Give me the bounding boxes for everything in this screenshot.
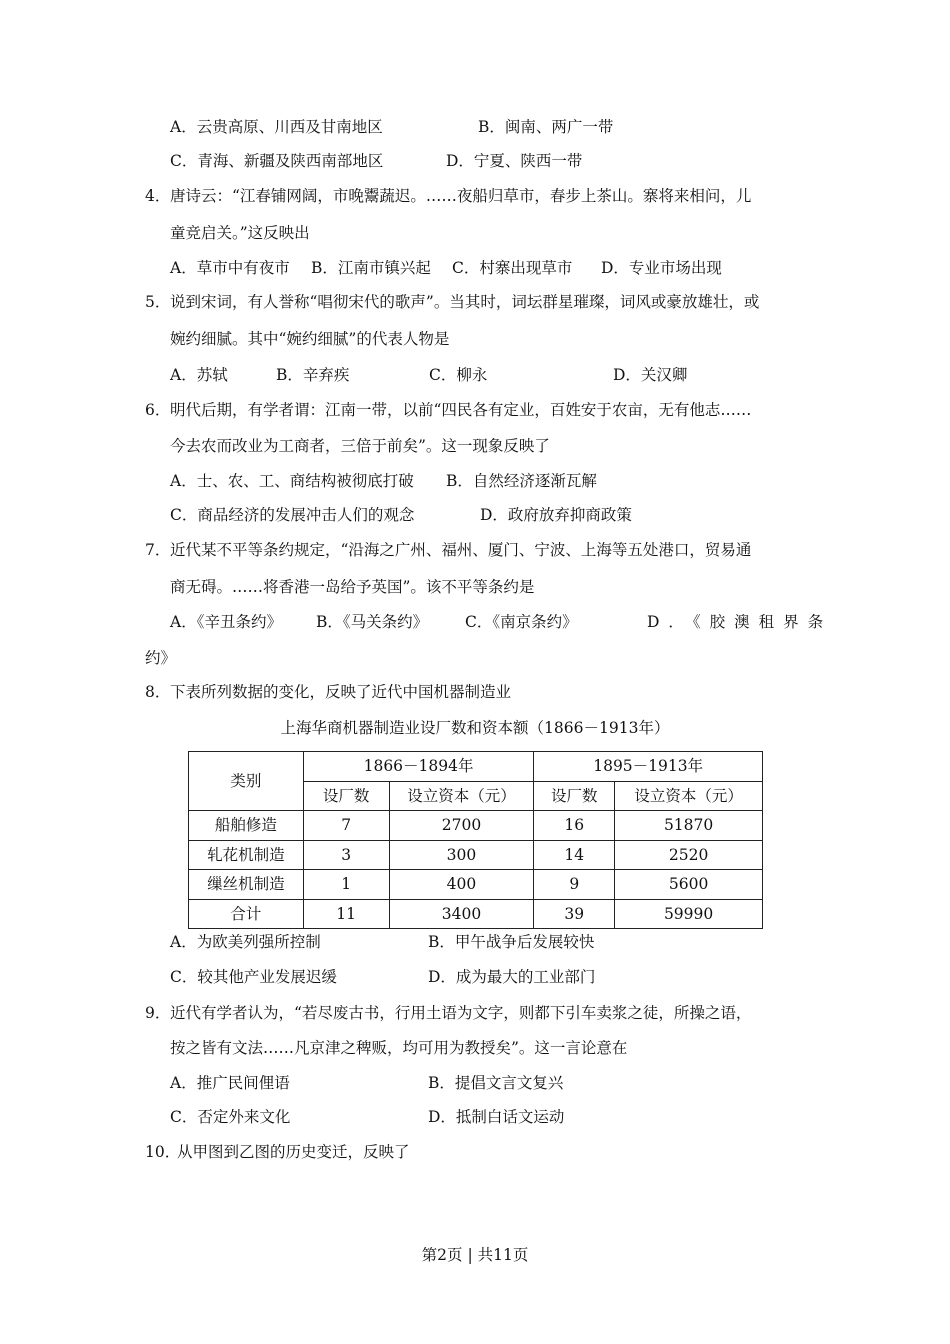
question-number: 5． [145, 293, 171, 311]
cell-value: 1 [303, 870, 389, 900]
option-a: A．推广民间俚语 [170, 1074, 290, 1092]
header-capital: 设立资本（元） [615, 781, 763, 811]
question-text: 下表所列数据的变化，反映了近代中国机器制造业 [170, 683, 512, 701]
option-b: B．自然经济逐渐瓦解 [446, 472, 597, 490]
option-c: C．青海、新疆及陕西南部地区 [170, 152, 384, 170]
option-b: B．提倡文言文复兴 [428, 1074, 564, 1092]
option-a: A．《辛丑条约》 [170, 613, 282, 631]
option-b: B．江南市镇兴起 [311, 259, 431, 277]
cell-category: 缫丝机制造 [189, 870, 304, 900]
table-row [189, 840, 763, 870]
cell-value: 9 [534, 870, 615, 900]
data-table [188, 751, 763, 929]
cell-category: 合计 [189, 899, 304, 929]
option-c: C．商品经济的发展冲击人们的观念 [170, 506, 415, 524]
table-row [189, 870, 763, 900]
table-caption: 上海华商机器制造业设厂数和资本额（1866－1913年） [280, 719, 670, 737]
question-text: 从甲图到乙图的历史变迁，反映了 [177, 1143, 410, 1161]
question-text: 童竞启关。”这反映出 [170, 224, 310, 242]
cell-value: 39 [534, 899, 615, 929]
option-b: B．闽南、两广一带 [478, 118, 614, 136]
cell-value: 2520 [615, 840, 763, 870]
page-footer: 第2页 | 共11页 [421, 1246, 529, 1264]
option-a: A．云贵高原、川西及甘南地区 [170, 118, 383, 136]
table-row [189, 811, 763, 841]
header-category: 类别 [189, 752, 304, 811]
question-text: 说到宋词，有人誉称“唱彻宋代的歌声”。当其时，词坛群星璀璨，词风或豪放雄壮，或 [170, 293, 760, 311]
cell-value: 7 [303, 811, 389, 841]
option-d: D．政府放弃抑商政策 [480, 506, 632, 524]
header-period-1: 1866－1894年 [303, 752, 534, 782]
question-number: 8． [145, 683, 171, 701]
question-text: 唐诗云：“江春铺网阔，市晚鬻蔬迟。……夜船归草市，春步上茶山。寨将来相问，儿 [170, 187, 752, 205]
question-text: 近代某不平等条约规定，“沿海之广州、福州、厦门、宁波、上海等五处港口，贸易通 [170, 541, 752, 559]
option-d: D．宁夏、陕西一带 [446, 152, 583, 170]
option-a: A．苏轼 [170, 366, 228, 384]
option-b: B．甲午战争后发展较快 [428, 933, 595, 951]
header-capital: 设立资本（元） [389, 781, 534, 811]
cell-value: 3 [303, 840, 389, 870]
header-count: 设厂数 [534, 781, 615, 811]
cell-value: 300 [389, 840, 534, 870]
option-a: A．为欧美列强所控制 [170, 933, 321, 951]
option-a: A．草市中有夜市 [170, 259, 290, 277]
option-b: B．《马关条约》 [316, 613, 429, 631]
option-d-continued: 约》 [145, 649, 177, 667]
option-d: D．成为最大的工业部门 [428, 968, 596, 986]
cell-value: 11 [303, 899, 389, 929]
option-c: C．柳永 [429, 366, 488, 384]
option-d: D．专业市场出现 [601, 259, 722, 277]
option-d: D．关汉卿 [613, 366, 688, 384]
option-c: C．《南京条约》 [465, 613, 578, 631]
question-text: 今去农而改业为工商者，三倍于前矣”。这一现象反映了 [170, 437, 550, 455]
cell-category: 轧花机制造 [189, 840, 304, 870]
cell-value: 3400 [389, 899, 534, 929]
question-text: 商无碍。……将香港一岛给予英国”。该不平等条约是 [170, 578, 535, 596]
question-text: 婉约细腻。其中“婉约细腻”的代表人物是 [170, 330, 450, 348]
header-period-2: 1895－1913年 [534, 752, 763, 782]
cell-value: 59990 [615, 899, 763, 929]
cell-value: 14 [534, 840, 615, 870]
table-row-total [189, 899, 763, 929]
cell-value: 51870 [615, 811, 763, 841]
table-header-row [189, 752, 763, 782]
option-b: B．辛弃疾 [276, 366, 350, 384]
option-d: D．《胶澳租界条 [647, 613, 833, 631]
question-text: 明代后期，有学者谓：江南一带，以前“四民各有定业，百姓安于农亩，无有他志…… [170, 401, 752, 419]
cell-value: 400 [389, 870, 534, 900]
question-number: 6． [145, 401, 171, 419]
option-c: C．否定外来文化 [170, 1108, 291, 1126]
question-number: 4． [145, 187, 171, 205]
question-number: 10． [145, 1143, 181, 1161]
question-number: 7． [145, 541, 171, 559]
cell-value: 2700 [389, 811, 534, 841]
question-number: 9． [145, 1004, 171, 1022]
option-c: C．村寨出现草市 [452, 259, 573, 277]
cell-category: 船舶修造 [189, 811, 304, 841]
question-text: 按之皆有文法……凡京津之稗贩，均可用为教授矣”。这一言论意在 [170, 1039, 628, 1057]
option-c: C．较其他产业发展迟缓 [170, 968, 337, 986]
question-text: 近代有学者认为，“若尽废古书，行用土语为文字，则都下引车卖浆之徒，所操之语， [170, 1004, 752, 1022]
option-a: A．士、农、工、商结构被彻底打破 [170, 472, 414, 490]
option-d: D．抵制白话文运动 [428, 1108, 565, 1126]
cell-value: 16 [534, 811, 615, 841]
header-count: 设厂数 [303, 781, 389, 811]
cell-value: 5600 [615, 870, 763, 900]
